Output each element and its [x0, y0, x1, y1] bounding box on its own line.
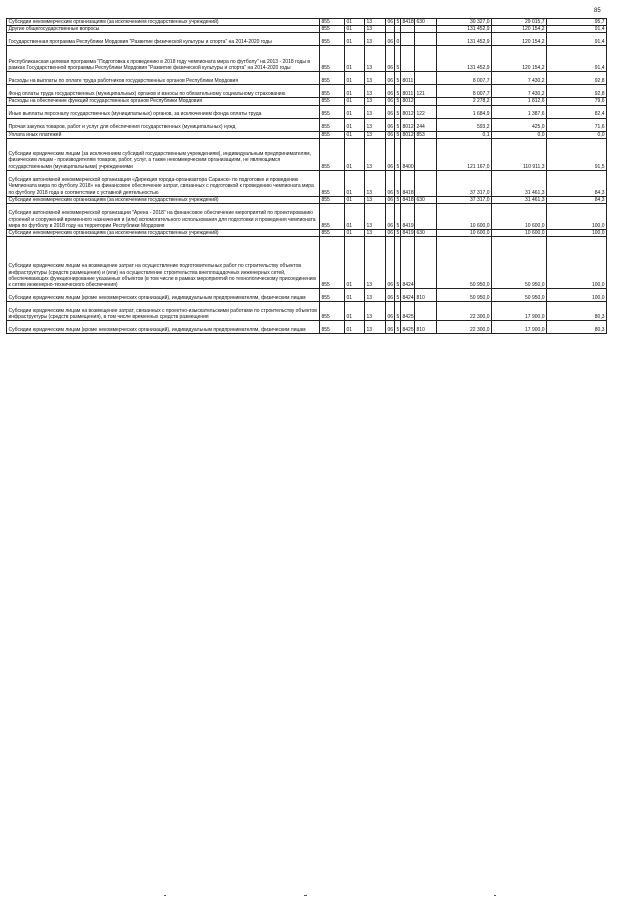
row-actual-amount: 120 154,2 [492, 33, 547, 46]
row-section-code: 01 [345, 170, 365, 196]
row-target-code-2: 5 [395, 105, 401, 118]
row-plan-amount: 8 007,7 [437, 85, 492, 98]
row-gr-code: 855 [320, 98, 345, 105]
row-expense-type-code [415, 302, 437, 321]
row-name: Субсидия автономной некоммерческой организации "Арена - 2018" на финансовое обеспечение мероприятий по проектированию строений и сооружений временного назначения и (или) вспомогательного использования для подготовки и проведения чемпионата мира по футболу в 2018 году на территории Республики Мордовия [7, 204, 320, 230]
row-name: Расходы на выплаты по оплате труда работников государственных органов Республики Мордовия [7, 72, 320, 85]
table-row [7, 98, 607, 105]
row-expense-type-code: 244 [415, 118, 437, 131]
row-target-code-2: 5 [395, 46, 401, 72]
row-target-code-3: 8012 [402, 98, 414, 105]
row-execution-percent: 82,4 [547, 105, 607, 118]
row-subsection-code: 13 [365, 196, 386, 203]
table-row [7, 170, 607, 196]
row-target-code-1: 06 [386, 289, 395, 302]
table-row [7, 302, 607, 321]
row-execution-percent: 91,4 [547, 26, 607, 33]
row-expense-type-code: 630 [415, 230, 437, 237]
row-plan-amount: 22 300,0 [437, 302, 492, 321]
row-subsection-code: 13 [365, 85, 386, 98]
row-expense-type-code [415, 138, 437, 170]
row-section-code: 01 [345, 237, 365, 289]
row-section-code: 01 [345, 26, 365, 33]
row-actual-amount: 7 430,2 [492, 72, 547, 85]
row-section-code: 01 [345, 72, 365, 85]
row-target-code-1: 06 [387, 98, 394, 105]
row-expense-type-code [415, 33, 437, 46]
row-gr-code: 855 [320, 33, 345, 46]
row-actual-amount: 7 430,2 [492, 85, 547, 98]
row-actual-amount: 50 950,0 [492, 289, 547, 302]
row-actual-amount: 31 461,3 [492, 196, 547, 203]
table-row [7, 26, 607, 33]
row-plan-amount: 37 317,0 [437, 170, 492, 196]
row-target-code-1: 06 [387, 131, 394, 138]
row-expense-type-code [415, 98, 437, 105]
row-subsection-code: 13 [365, 105, 386, 118]
row-section-code: 01 [345, 98, 365, 105]
row-expense-type-code [415, 72, 437, 85]
row-gr-code: 855 [320, 196, 345, 203]
row-gr-code: 855 [320, 302, 345, 321]
row-name: Субсидии юридическим лицам (кроме некоммерческих организаций), индивидуальным предпринимателям, физическим лицам [7, 289, 320, 302]
row-target-code-3: 8425 [401, 321, 415, 334]
row-section-code: 01 [345, 46, 365, 72]
row-subsection-code: 13 [365, 204, 386, 230]
row-actual-amount: 31 461,3 [492, 170, 547, 196]
row-subsection-code: 13 [365, 289, 386, 302]
table-row [7, 131, 607, 138]
row-execution-percent: 71,6 [547, 118, 607, 131]
row-expense-type-code [415, 26, 437, 33]
row-name: Субсидии юридическим лицам на возмещение затрат, связанных с проектно-изыскательскими работами по строительству объектов инфраструктуры (средств размещения), в том числе временных средств размещения [7, 302, 320, 321]
table-body [7, 19, 607, 334]
row-section-code: 01 [345, 105, 365, 118]
row-target-code-2: 5 [396, 98, 400, 105]
row-target-code-2: 5 [395, 138, 401, 170]
row-target-code-1: 06 [386, 138, 395, 170]
row-section-code: 01 [345, 138, 365, 170]
row-plan-amount: 8 007,7 [437, 72, 492, 85]
row-target-code-2: 5 [395, 118, 401, 131]
row-target-code-1: 06 [386, 302, 395, 321]
row-name: Прочая закупка товаров, работ и услуг для обеспечения государственных (муниципальных) нужд [7, 118, 320, 131]
row-execution-percent: 100,0 [547, 230, 607, 237]
row-plan-amount: 50 950,0 [437, 237, 492, 289]
row-target-code-3: 8424 [401, 289, 415, 302]
row-target-code-3: 8011 [401, 72, 415, 85]
row-execution-percent: 91,4 [547, 33, 607, 46]
row-section-code: 01 [345, 85, 365, 98]
row-subsection-code: 13 [365, 138, 386, 170]
table-row [7, 321, 607, 334]
row-subsection-code: 13 [365, 46, 386, 72]
row-actual-amount: 120 154,2 [492, 46, 547, 72]
row-plan-amount: 2 278,2 [437, 98, 492, 105]
row-actual-amount: 10 600,0 [492, 230, 547, 237]
row-target-code-1: 06 [387, 230, 394, 237]
row-target-code-3: 8012 [401, 105, 415, 118]
row-plan-amount: 37 317,0 [437, 196, 492, 203]
row-name: Субсидии некоммерческим организациям (за исключением государственных учреждений) [7, 19, 320, 26]
row-target-code-1: 06 [386, 204, 395, 230]
row-target-code-2: 5 [395, 170, 401, 196]
row-execution-percent: 92,8 [547, 85, 607, 98]
row-gr-code: 855 [320, 131, 345, 138]
row-gr-code: 855 [320, 204, 345, 230]
row-actual-amount: 1 812,6 [492, 98, 547, 105]
table-row [7, 230, 607, 237]
row-gr-code: 855 [320, 289, 345, 302]
row-gr-code: 855 [320, 321, 345, 334]
row-plan-amount: 0,1 [437, 131, 492, 138]
row-actual-amount: 1 387,6 [492, 105, 547, 118]
table-row [7, 33, 607, 46]
table-row [7, 19, 607, 26]
row-subsection-code: 13 [365, 170, 386, 196]
row-plan-amount: 593,2 [437, 118, 492, 131]
row-subsection-code: 13 [365, 26, 386, 33]
row-target-code-1: 06 [386, 46, 395, 72]
row-expense-type-code [415, 170, 437, 196]
row-execution-percent: 80,3 [547, 302, 607, 321]
row-target-code-1: 06 [386, 85, 395, 98]
row-target-code-1: 06 [386, 72, 395, 85]
row-gr-code: 855 [320, 237, 345, 289]
row-target-code-3 [401, 26, 415, 33]
row-target-code-2: 5 [395, 237, 401, 289]
row-section-code: 01 [345, 118, 365, 131]
row-execution-percent: 84,3 [547, 170, 607, 196]
row-name: Республиканская целевая программа "Подготовка к проведению в 2018 году чемпионата мира по футболу" на 2013 - 2018 годы в рамках Государственной программы Республики Мордовия "Развитие физической культуры и спорта" на 2014-2020 годы [7, 46, 320, 72]
row-target-code-3: 8424 [401, 237, 415, 289]
row-target-code-2: 5 [396, 19, 400, 25]
row-actual-amount: 0,0 [492, 131, 547, 138]
row-gr-code: 855 [320, 230, 345, 237]
row-target-code-2: 5 [395, 289, 401, 302]
row-gr-code: 855 [320, 26, 345, 33]
row-expense-type-code: 810 [415, 289, 437, 302]
row-expense-type-code: 122 [415, 105, 437, 118]
page-number: 85 [594, 8, 601, 14]
row-name: Иные выплаты персоналу государственных (муниципальных) органов, за исключением фонда оплаты труда [7, 105, 320, 118]
row-target-code-1: 06 [386, 105, 395, 118]
row-gr-code: 855 [320, 138, 345, 170]
row-section-code: 01 [345, 196, 365, 203]
row-plan-amount: 10 600,0 [437, 230, 492, 237]
table-row [7, 72, 607, 85]
row-expense-type-code [415, 237, 437, 289]
row-subsection-code: 13 [365, 237, 386, 289]
row-target-code-3: 8012 [402, 131, 414, 138]
row-target-code-3 [401, 46, 415, 72]
row-expense-type-code [415, 46, 437, 72]
row-execution-percent: 80,3 [547, 321, 607, 334]
table-row [7, 237, 607, 289]
row-gr-code: 855 [320, 170, 345, 196]
row-execution-percent: 79,6 [547, 98, 607, 105]
row-actual-amount: 110 911,3 [492, 138, 547, 170]
row-name: Субсидии некоммерческим организациям (за исключением государственных учреждений) [7, 230, 320, 237]
row-target-code-2: 5 [395, 72, 401, 85]
row-target-code-1: 06 [386, 33, 395, 46]
row-target-code-2: 5 [396, 196, 400, 203]
row-plan-amount: 131 452,9 [437, 26, 492, 33]
row-gr-code: 855 [320, 46, 345, 72]
table-row [7, 196, 607, 203]
table-row [7, 204, 607, 230]
row-expense-type-code: 630 [415, 19, 437, 26]
scan-speck [304, 895, 307, 896]
row-target-code-3: 8012 [401, 118, 415, 131]
row-actual-amount: 425,0 [492, 118, 547, 131]
row-section-code: 01 [345, 321, 365, 334]
row-plan-amount: 30 327,0 [437, 19, 492, 26]
row-subsection-code: 13 [365, 131, 386, 138]
row-target-code-2: 5 [395, 85, 401, 98]
table-row [7, 118, 607, 131]
table-row [7, 289, 607, 302]
row-gr-code: 855 [320, 72, 345, 85]
table-row [7, 46, 607, 72]
row-subsection-code: 13 [365, 33, 386, 46]
row-target-code-3: 8418 [402, 196, 414, 203]
row-section-code: 01 [345, 230, 365, 237]
row-section-code: 01 [345, 204, 365, 230]
row-target-code-3: 8419 [401, 204, 415, 230]
row-name: Субсидии некоммерческим организациям (за исключением государственных учреждений) [7, 196, 320, 203]
row-target-code-2: 5 [395, 302, 401, 321]
row-execution-percent: 100,0 [547, 204, 607, 230]
row-name: Фонд оплаты труда государственных (муниципальных) органов и взносы по обязательному социальному страхованию [7, 85, 320, 98]
row-expense-type-code: 121 [415, 85, 437, 98]
row-subsection-code: 13 [365, 19, 386, 26]
row-expense-type-code: 810 [415, 321, 437, 334]
row-target-code-1: 06 [386, 321, 395, 334]
row-name: Уплата иных платежей [7, 131, 320, 138]
table-row [7, 138, 607, 170]
table-row [7, 105, 607, 118]
row-expense-type-code: 630 [415, 196, 437, 203]
row-target-code-3 [401, 33, 415, 46]
row-actual-amount: 10 600,0 [492, 204, 547, 230]
scan-speck [494, 895, 496, 896]
row-execution-percent: 95,7 [547, 19, 607, 26]
row-name: Субсидии юридическим лицам (за исключением субсидий государственным учреждениям), индивидуальным предпринимателям, физическим лицам - производителям товаров, работ, услуг, а также некоммерческим организациям, не являющимся государственными (муниципальными) учреждениями [7, 138, 320, 170]
row-execution-percent: 84,3 [547, 196, 607, 203]
row-target-code-1 [386, 26, 395, 33]
row-execution-percent: 91,4 [547, 46, 607, 72]
row-name: Государственная программа Республики Мордовия "Развитие физической культуры и спорта" на 2014-2020 годы [7, 33, 320, 46]
row-execution-percent: 100,0 [547, 237, 607, 289]
row-execution-percent: 0,0 [547, 131, 607, 138]
row-subsection-code: 13 [365, 230, 386, 237]
row-subsection-code: 13 [365, 72, 386, 85]
row-actual-amount: 50 950,0 [492, 237, 547, 289]
row-target-code-3: 8425 [401, 302, 415, 321]
row-target-code-2: 5 [395, 204, 401, 230]
row-name: Субсидия автономной некоммерческой организации «Дирекция города-организатора Саранск» по подготовке и проведению Чемпионата мира по футболу 2018» на финансовое обеспечение затрат, связанных с подготовкой к проведению чемпионата мира по футболу 2018 года в соответствии с уставной деятельностью [7, 170, 320, 196]
row-subsection-code: 13 [365, 98, 386, 105]
row-name: Субсидии юридическим лицам (кроме некоммерческих организаций), индивидуальным предпринимателям, физическим лицам [7, 321, 320, 334]
row-name: Другие общегосударственные вопросы [7, 26, 320, 33]
row-gr-code: 855 [320, 19, 345, 26]
row-section-code: 01 [345, 131, 365, 138]
scan-speck [164, 895, 166, 896]
row-plan-amount: 22 300,0 [437, 321, 492, 334]
row-subsection-code: 13 [365, 118, 386, 131]
table-row [7, 85, 607, 98]
row-section-code: 01 [345, 289, 365, 302]
row-target-code-2: 5 [396, 131, 400, 138]
row-name: Субсидии юридическим лицам на возмещение затрат на осуществление подготовительных работ по строительству объектов инфраструктуры (средств размещения) и (или) на осуществление строительства внеплощадочных инженерных сетей, обеспечивающих функционирование указанных объектов (в том числе в рамках мероприятий по технологическому присоединению к сетям инженерно-технического обеспечения) [7, 237, 320, 289]
row-expense-type-code [415, 204, 437, 230]
row-execution-percent: 92,8 [547, 72, 607, 85]
row-target-code-3: 8011 [401, 85, 415, 98]
row-subsection-code: 13 [365, 302, 386, 321]
row-gr-code: 855 [320, 105, 345, 118]
row-expense-type-code: 853 [415, 131, 437, 138]
row-target-code-3: 8419 [402, 230, 414, 237]
row-plan-amount: 121 167,0 [437, 138, 492, 170]
row-gr-code: 855 [320, 85, 345, 98]
row-actual-amount: 120 154,2 [492, 26, 547, 33]
row-target-code-1: 06 [386, 237, 395, 289]
row-plan-amount: 131 452,9 [437, 33, 492, 46]
row-plan-amount: 10 600,0 [437, 204, 492, 230]
row-section-code: 01 [345, 302, 365, 321]
row-actual-amount: 29 015,7 [492, 19, 547, 26]
row-execution-percent: 100,0 [547, 289, 607, 302]
budget-table [6, 18, 607, 334]
row-subsection-code: 13 [365, 321, 386, 334]
row-target-code-1: 06 [386, 170, 395, 196]
row-plan-amount: 131 452,9 [437, 46, 492, 72]
row-name: Расходы на обеспечение функций государственных органов Республики Мордовия [7, 98, 320, 105]
row-plan-amount: 50 950,0 [437, 289, 492, 302]
row-target-code-1: 06 [386, 118, 395, 131]
row-actual-amount: 17 900,0 [492, 321, 547, 334]
row-execution-percent: 91,5 [547, 138, 607, 170]
row-target-code-3: 8418 [402, 19, 414, 25]
row-section-code: 01 [345, 33, 365, 46]
row-target-code-3: 8418 [401, 170, 415, 196]
row-plan-amount: 1 684,9 [437, 105, 492, 118]
row-gr-code: 855 [320, 118, 345, 131]
row-target-code-2: 5 [396, 230, 400, 237]
row-target-code-3: 8400 [401, 138, 415, 170]
row-target-code-1: 06 [387, 19, 394, 25]
row-section-code: 01 [345, 19, 365, 26]
row-target-code-2: 5 [395, 321, 401, 334]
row-target-code-2: 0 [395, 33, 401, 46]
row-target-code-1: 06 [387, 196, 394, 203]
row-actual-amount: 17 900,0 [492, 302, 547, 321]
